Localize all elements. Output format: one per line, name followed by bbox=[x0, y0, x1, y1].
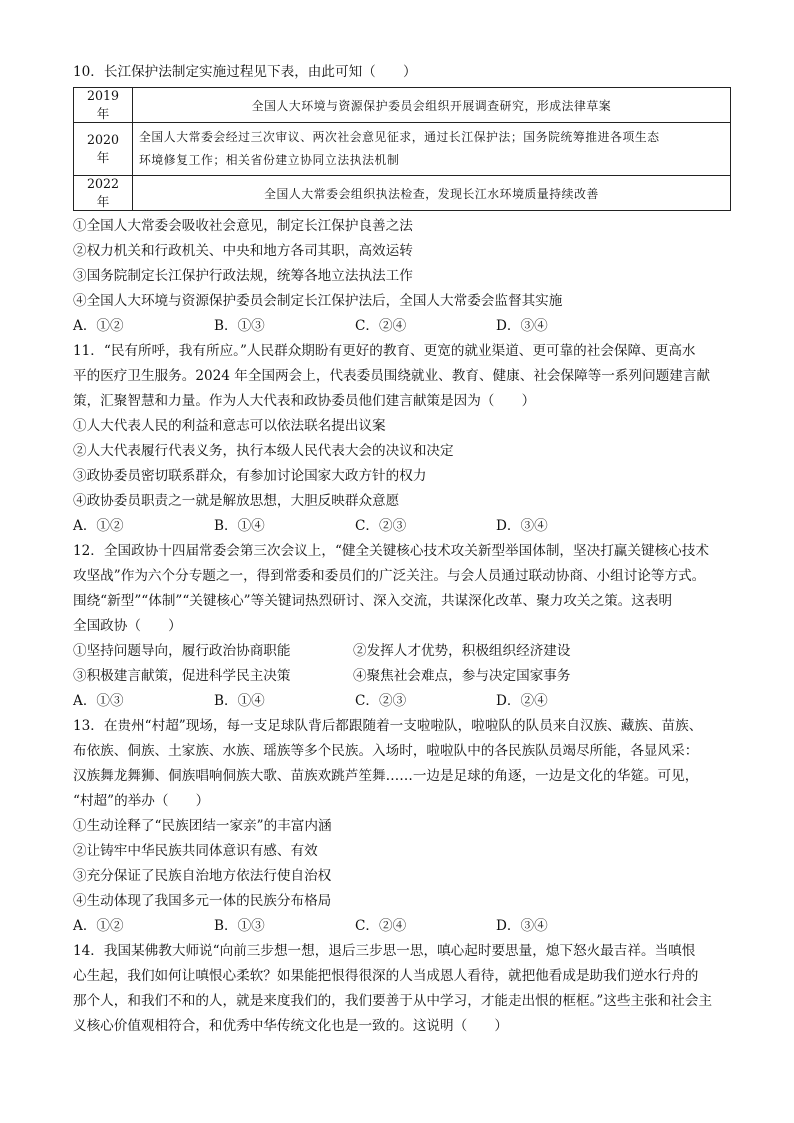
statement-item: ③政协委员密切联系群众，有参加讨论国家大政方针的权力 bbox=[73, 468, 427, 484]
answer-options bbox=[73, 514, 733, 539]
question-11 bbox=[73, 339, 733, 539]
option-a[interactable]: A．①② bbox=[73, 918, 124, 934]
option-b[interactable]: B．①④ bbox=[214, 518, 265, 534]
question-13-stem-line: “村超”的举办（ ） bbox=[73, 793, 210, 809]
question-14-stem-line: 义核心价值观相符合，和优秀中华传统文化也是一致的。这说明（ ） bbox=[73, 1018, 508, 1034]
question-12-stem-line: 12．全国政协十四届常委会第三次会议上，“健全关键核心技术攻关新型举国体制，坚决打赢关键核心技术 bbox=[73, 543, 709, 559]
answer-options bbox=[73, 314, 733, 339]
option-b[interactable]: B．①④ bbox=[214, 693, 265, 709]
question-14-stem-line: 14．我国某佛教大师说“向前三步想一想，退后三步思一思，嗔心起时要思量，熄下怒火最吉祥。当嗔恨 bbox=[73, 943, 696, 959]
statement-item: ③积极建言献策，促进科学民主决策 bbox=[73, 668, 291, 684]
table-content bbox=[133, 123, 731, 176]
statement-item: ②权力机关和行政机关、中央和地方各司其职，高效运转 bbox=[73, 243, 413, 259]
answer-options bbox=[73, 914, 733, 939]
option-c[interactable]: C．②③ bbox=[355, 693, 407, 709]
table-year: 2020 年 bbox=[74, 123, 133, 176]
exam-page bbox=[73, 60, 733, 1039]
question-14-stem-line: 心生起，我们如何让嗔恨心柔软？如果能把恨得很深的人当成恩人看待，就把他看成是助我们逆水行舟的 bbox=[73, 968, 699, 984]
question-11-stem-line: 策，汇聚智慧和力量。作为人大代表和政协委员他们建言献策是因为（ ） bbox=[73, 393, 536, 409]
question-10 bbox=[73, 60, 733, 339]
statement-item: ③国务院制定长江保护行政法规，统筹各地立法执法工作 bbox=[73, 268, 413, 284]
question-13-stem-line: 汉族舞龙舞狮、侗族唱响侗族大歌、苗族欢跳芦笙舞……一边是足球的角逐，一边是文化的华筵。可见， bbox=[73, 768, 699, 784]
option-c[interactable]: C．②④ bbox=[355, 318, 407, 334]
question-14-stem-line: 那个人，和我们不和的人，就是来度我们的，我们要善于从中学习，才能走出恨的框框。”这些主张和社会主 bbox=[73, 993, 713, 1009]
table-content-line: 全国人大常委会经过三次审议、两次社会意见征求，通过长江保护法；国务院统筹推进各项生态 bbox=[139, 130, 660, 144]
question-11-stem-line: 平的医疗卫生服务。2024 年全国两会上，代表委员围绕就业、教育、健康、社会保障等一系列问题建言献 bbox=[73, 368, 711, 384]
option-d[interactable]: D．③④ bbox=[496, 918, 548, 934]
statement-item: ②让铸牢中华民族共同体意识有感、有效 bbox=[73, 843, 318, 859]
table-year: 2022 年 bbox=[74, 176, 133, 211]
statement-row bbox=[73, 639, 733, 664]
statement-row bbox=[73, 664, 733, 689]
table-content: 全国人大常委会组织执法检查，发现长江水环境质量持续改善 bbox=[133, 176, 731, 211]
option-a[interactable]: A．①③ bbox=[73, 693, 124, 709]
statement-item: ①坚持问题导向，履行政治协商职能 bbox=[73, 643, 291, 659]
option-b[interactable]: B．①③ bbox=[214, 318, 265, 334]
option-a[interactable]: A．①② bbox=[73, 518, 124, 534]
statement-item: ④聚焦社会难点，参与决定国家事务 bbox=[353, 668, 571, 684]
option-c[interactable]: C．②④ bbox=[355, 918, 407, 934]
table-year: 2019 年 bbox=[74, 88, 133, 123]
question-12-stem-line: 全国政协（ ） bbox=[73, 618, 182, 634]
table-content: 全国人大环境与资源保护委员会组织开展调查研究，形成法律草案 bbox=[133, 88, 731, 123]
question-13-stem-line: 布依族、侗族、土家族、水族、瑶族等多个民族。入场时，啦啦队中的各民族队员竭尽所能，各显风采： bbox=[73, 743, 699, 759]
question-10-stem: 10．长江保护法制定实施过程见下表，由此可知（ ） bbox=[73, 64, 417, 80]
question-14 bbox=[73, 939, 733, 1039]
table-content-line: 环境修复工作；相关省份建立协同立法执法机制 bbox=[139, 153, 400, 167]
yangtze-law-table bbox=[73, 87, 731, 211]
question-12 bbox=[73, 539, 733, 714]
statement-item: ④全国人大环境与资源保护委员会制定长江保护法后，全国人大常委会监督其实施 bbox=[73, 293, 563, 309]
question-13 bbox=[73, 714, 733, 939]
statement-item: ③充分保证了民族自治地方依法行使自治权 bbox=[73, 868, 332, 884]
table-row bbox=[74, 88, 731, 123]
table-row bbox=[74, 176, 731, 211]
table-row bbox=[74, 123, 731, 176]
question-13-stem-line: 13．在贵州“村超”现场，每一支足球队背后都跟随着一支啦啦队，啦啦队的队员来自汉族、藏族、苗族、 bbox=[73, 718, 703, 734]
option-a[interactable]: A．①② bbox=[73, 318, 124, 334]
option-d[interactable]: D．②④ bbox=[496, 693, 548, 709]
statement-item: ①人大代表人民的利益和意志可以依法联名提出议案 bbox=[73, 418, 386, 434]
answer-options bbox=[73, 689, 733, 714]
option-c[interactable]: C．②③ bbox=[355, 518, 407, 534]
statement-item: ②发挥人才优势，积极组织经济建设 bbox=[353, 643, 571, 659]
statement-item: ①生动诠释了“民族团结一家亲”的丰富内涵 bbox=[73, 818, 332, 834]
question-11-stem-line: 11．“民有所呼，我有所应。”人民群众期盼有更好的教育、更宽的就业渠道、更可靠的社会保障、更高水 bbox=[73, 343, 696, 359]
option-d[interactable]: D．③④ bbox=[496, 318, 548, 334]
statement-item: ①全国人大常委会吸收社会意见，制定长江保护良善之法 bbox=[73, 218, 413, 234]
statement-item: ④生动体现了我国多元一体的民族分布格局 bbox=[73, 893, 332, 909]
option-d[interactable]: D．③④ bbox=[496, 518, 548, 534]
option-b[interactable]: B．①③ bbox=[214, 918, 265, 934]
question-12-stem-line: 围绕“新型”“体制”“关键核心”等关键词热烈研讨、深入交流，共谋深化改革、聚力攻关之策。这表明 bbox=[73, 593, 673, 609]
question-12-stem-line: 攻坚战”作为六个分专题之一，得到常委和委员们的广泛关注。与会人员通过联动协商、小组讨论等方式。 bbox=[73, 568, 706, 584]
statement-item: ④政协委员职责之一就是解放思想，大胆反映群众意愿 bbox=[73, 493, 400, 509]
statement-item: ②人大代表履行代表义务，执行本级人民代表大会的决议和决定 bbox=[73, 443, 454, 459]
